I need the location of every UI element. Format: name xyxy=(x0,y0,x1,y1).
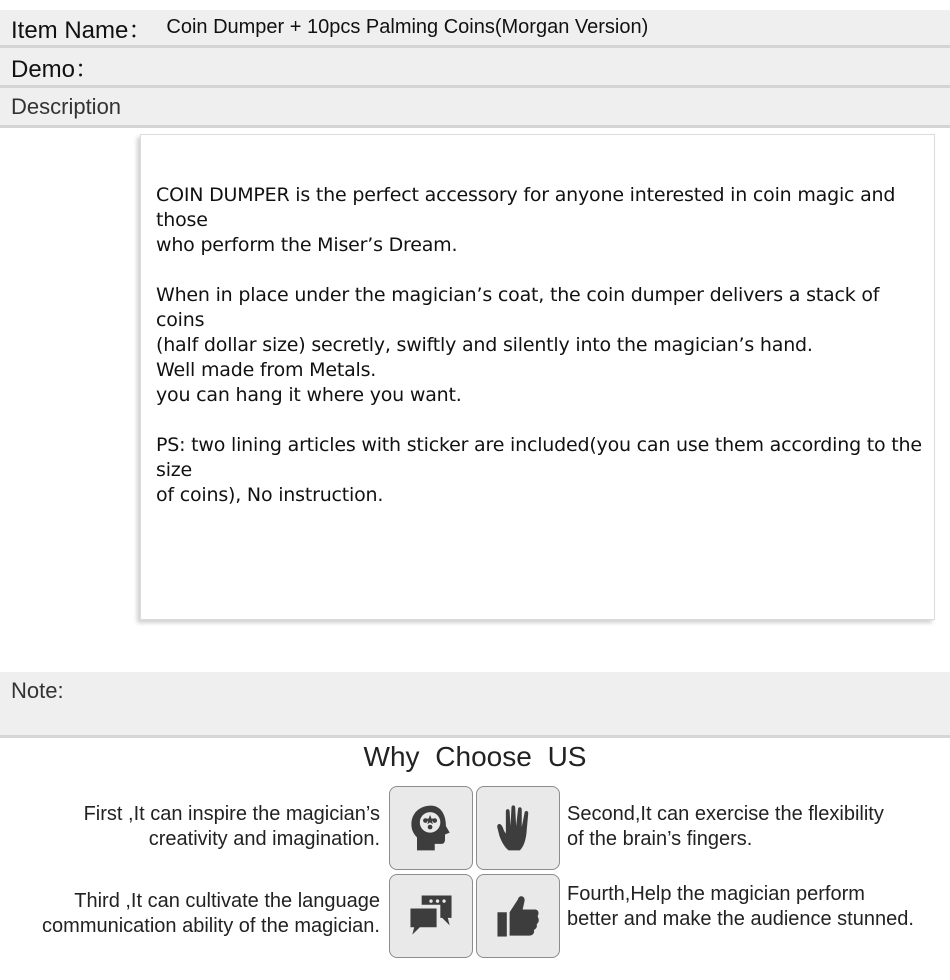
feature-line: Second,It can exercise the flexibility xyxy=(567,803,884,825)
head-brain-icon xyxy=(403,800,459,856)
thumbs-up-tile xyxy=(476,874,560,958)
description-line: Well made from Metals. xyxy=(156,359,377,381)
description-label: Description xyxy=(11,93,122,119)
feature-fourth-text xyxy=(567,882,950,932)
description-line: COIN DUMPER is the perfect accessory for anyone interested in coin magic and those xyxy=(156,184,896,231)
feature-line: communication ability of the magician. xyxy=(42,915,380,937)
feature-first-text xyxy=(0,802,380,852)
description-text xyxy=(156,183,931,533)
description-paragraph xyxy=(156,183,931,258)
chat-bubbles-icon xyxy=(403,888,459,944)
item-name-value: Coin Dumper + 10pcs Palming Coins(Morgan Version) xyxy=(166,16,649,38)
description-paragraph xyxy=(156,433,931,508)
description-line: of coins), No instruction. xyxy=(156,484,384,506)
note-row xyxy=(0,672,950,738)
feature-line: of the brain’s fingers. xyxy=(567,828,753,850)
description-row xyxy=(0,88,950,128)
feature-line: Third ,It can cultivate the language xyxy=(74,890,380,912)
feature-line: First ,It can inspire the magician’s xyxy=(83,803,380,825)
feature-line: Fourth,Help the magician perform xyxy=(567,883,865,905)
why-choose-us-title: Why Choose US xyxy=(363,741,587,772)
feature-line: better and make the audience stunned. xyxy=(567,908,914,930)
feature-line: creativity and imagination. xyxy=(148,828,380,850)
description-line: who perform the Miser’s Dream. xyxy=(156,234,458,256)
note-label: Note: xyxy=(11,678,64,703)
description-line: When in place under the magician’s coat, the coin dumper delivers a stack of coins xyxy=(156,284,880,331)
demo-row xyxy=(0,48,950,88)
demo-label: Demo： xyxy=(11,56,100,83)
feature-second-text xyxy=(567,802,947,852)
description-line: you can hang it where you want. xyxy=(156,384,462,406)
description-line: (half dollar size) secretly, swiftly and silently into the magician’s hand. xyxy=(156,334,813,356)
item-name-label: Item Name： xyxy=(11,17,153,44)
feature-third-text xyxy=(0,889,380,939)
description-line: PS: two lining articles with sticker are included(you can use them according to the size xyxy=(156,434,922,481)
thumbs-up-icon xyxy=(490,888,546,944)
description-paragraph xyxy=(156,283,931,408)
hand-icon xyxy=(490,800,546,856)
hand-tile xyxy=(476,786,560,870)
head-brain-tile xyxy=(389,786,473,870)
item-name-row xyxy=(0,10,950,48)
chat-bubbles-tile xyxy=(389,874,473,958)
